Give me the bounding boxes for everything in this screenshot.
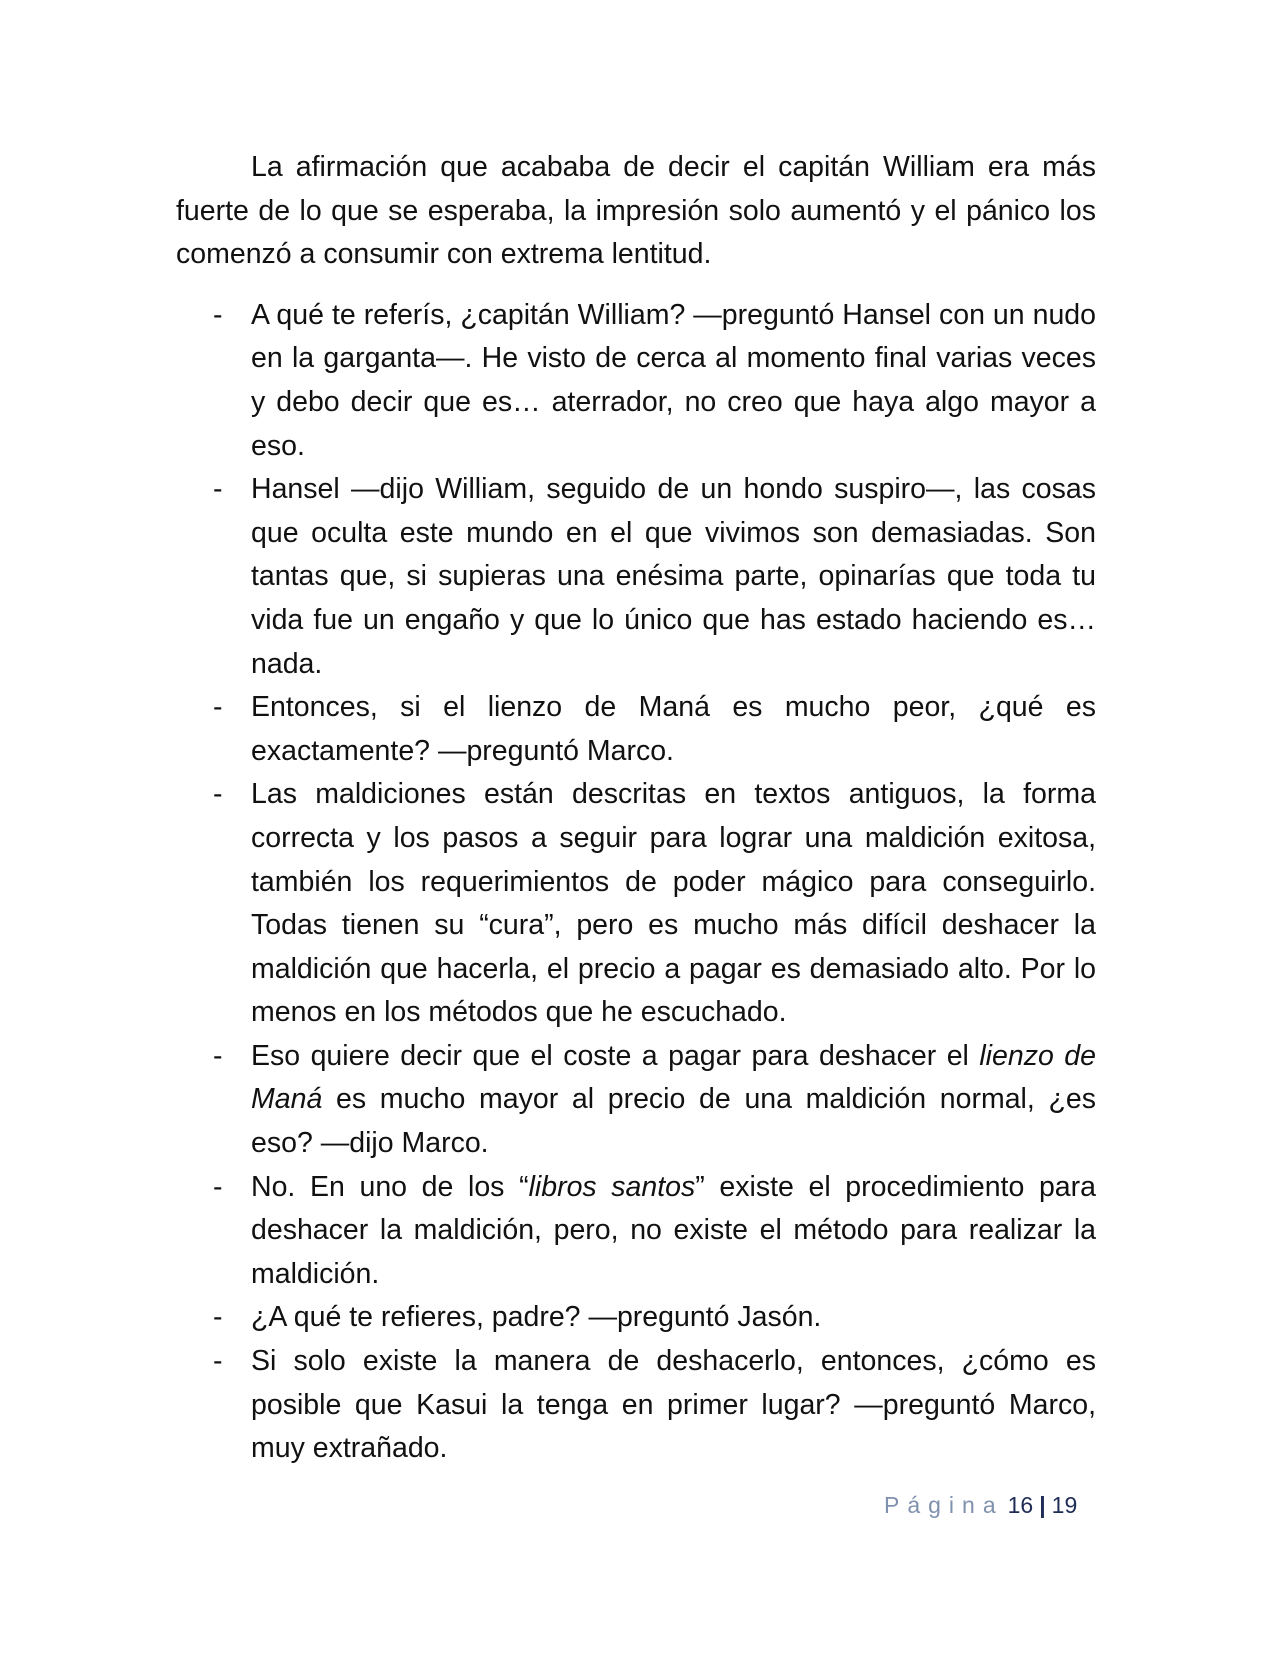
dialogue-line [176, 1340, 1096, 1471]
dialogue-text: Las maldiciones están descritas en textos antiguos, la forma correcta y los pasos a seguir para lograr una maldición exitosa, también los requerimientos de poder mágico para conseguirlo. Todas tienen su “cura”, pero es mucho más difícil deshacer la maldición que hacerla, el precio a pagar es demasiado alto. Por lo menos en los métodos que he escuchado. [251, 778, 1096, 1029]
dialogue-text: Entonces, si el lienzo de Maná es mucho peor, ¿qué es exactamente? —preguntó Marco. [251, 691, 1096, 767]
dialogue-line [176, 773, 1096, 1035]
dialogue-dash: - [213, 1039, 223, 1072]
dialogue-line [176, 1296, 1096, 1340]
intro-paragraph: La afirmación que acababa de decir el capitán William era más fuerte de lo que se esperaba, la impresión solo aumentó y el pánico los comenzó a consumir con extrema lentitud. [176, 151, 1096, 271]
dialogue-line [176, 686, 1096, 773]
dialogue-dash: - [213, 778, 223, 811]
footer-separator: | [1039, 1492, 1046, 1518]
dialogue-text: es mucho mayor al precio de una maldición normal, ¿es eso? —dijo Marco. [251, 1083, 1096, 1160]
dialogue-emphasis: libros santos [528, 1170, 696, 1203]
footer-total-pages: 19 [1051, 1492, 1078, 1518]
dialogue-dash: - [213, 691, 223, 724]
footer-current-page: 16 [1007, 1492, 1034, 1518]
dialogue-dash: - [213, 473, 223, 506]
dialogue-text: ¿A qué te refieres, padre? —preguntó Jasón. [251, 1301, 822, 1334]
dialogue-line [176, 1035, 1096, 1166]
dialogue-emphasis: lienzo de Maná [251, 1039, 1096, 1116]
footer-page-label: Página [884, 1492, 1004, 1518]
dialogue-text: Eso quiere decir que el coste a pagar para deshacer el [251, 1039, 980, 1072]
dialogue-text: ” existe el procedimiento para deshacer la maldición, pero, no existe el método para realizar la maldición. [251, 1170, 1096, 1290]
dialogue-text: Hansel —dijo William, seguido de un hondo suspiro—, las cosas que oculta este mundo en el que vivimos son demasiadas. Son tantas que, si supieras una enésima parte, opinarías que toda tu vida fue un engaño y que lo único que has estado haciendo es… nada. [251, 473, 1096, 680]
dialogue-dash: - [213, 1170, 223, 1203]
body-text [176, 146, 1096, 1471]
dialogue-list [176, 294, 1096, 1471]
dialogue-text: No. En uno de los “ [251, 1170, 529, 1203]
dialogue-text: A qué te referís, ¿capitán William? —preguntó Hansel con un nudo en la garganta—. He visto de cerca al momento final varias veces y debo decir que es… aterrador, no creo que haya algo mayor a eso. [251, 298, 1096, 462]
dialogue-dash: - [213, 1301, 223, 1334]
dialogue-line [176, 468, 1096, 686]
dialogue-dash: - [213, 298, 223, 331]
dialogue-line [176, 1166, 1096, 1297]
dialogue-line [176, 294, 1096, 468]
dialogue-text: Si solo existe la manera de deshacerlo, entonces, ¿cómo es posible que Kasui la tenga en primer lugar? —preguntó Marco, muy extrañado. [251, 1345, 1096, 1465]
page-footer [884, 1490, 1077, 1520]
dialogue-dash: - [213, 1345, 223, 1378]
